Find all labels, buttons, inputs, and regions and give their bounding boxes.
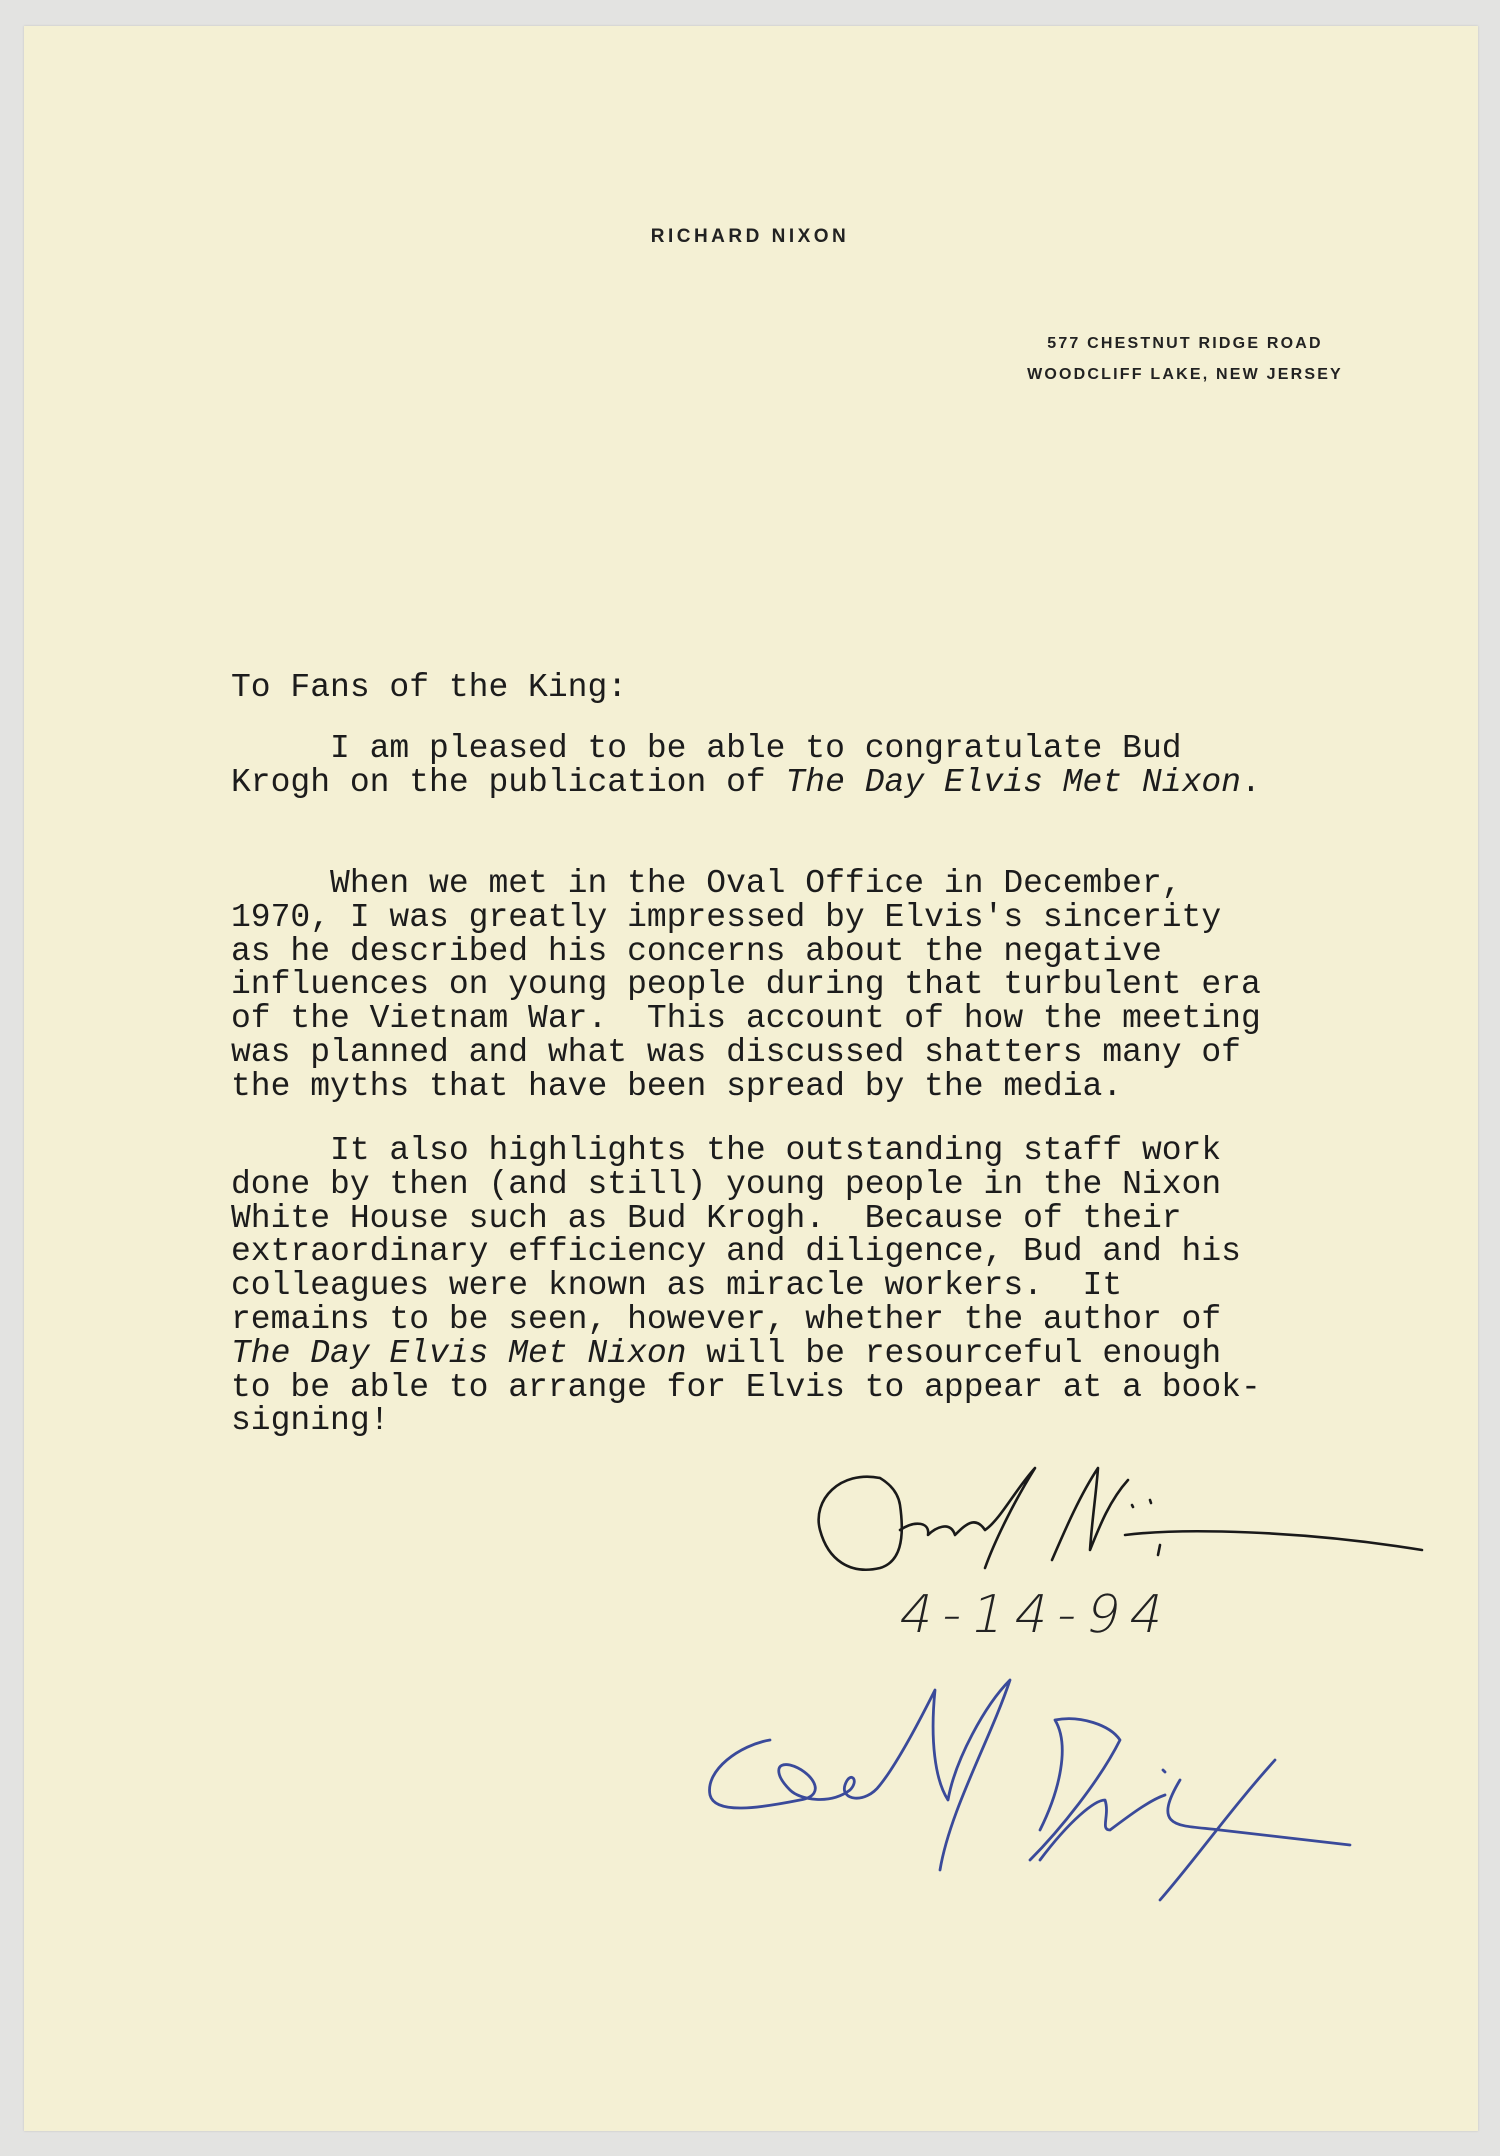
paragraph-line: influences on young people during that turbulent era xyxy=(231,966,1261,1004)
paragraph-line: done by then (and still) young people in the Nixon xyxy=(231,1165,1222,1203)
paragraph-3 xyxy=(231,1134,1261,1438)
address-line-2: WOODCLIFF LAKE, NEW JERSEY xyxy=(1027,366,1343,383)
salutation-text: To Fans of the King: xyxy=(231,669,628,706)
paragraph-line: signing! xyxy=(231,1402,390,1440)
paragraph-line: I am pleased to be able to congratulate Bud xyxy=(231,730,1182,767)
paragraph-line: to be able to arrange for Elvis to appear at a book- xyxy=(231,1368,1261,1406)
paragraph-line: of the Vietnam War. This account of how the meeting xyxy=(231,1000,1261,1038)
book-title: The Day Elvis Met Nixon xyxy=(231,1334,687,1372)
paragraph-line xyxy=(231,763,1261,801)
paragraph-line: as he described his concerns about the negative xyxy=(231,932,1162,970)
handwritten-date: 4-14-94 xyxy=(893,1585,1180,1645)
text-segment: Krogh on the publication of xyxy=(231,763,786,801)
paragraph-line: When we met in the Oval Office in December, xyxy=(231,865,1182,902)
text-segment: will be resourceful enough xyxy=(686,1334,1222,1372)
letterhead-name: RICHARD NIXON xyxy=(650,226,850,247)
paragraph-line: extraordinary efficiency and diligence, Bud and his xyxy=(231,1233,1241,1271)
paragraph-line: colleagues were known as miracle workers. It xyxy=(231,1267,1123,1305)
paragraph-line xyxy=(231,1334,1261,1372)
paragraph-line: remains to be seen, however, whether the author of xyxy=(231,1300,1222,1338)
salutation xyxy=(231,671,627,705)
book-title: The Day Elvis Met Nixon xyxy=(785,763,1241,801)
letterhead-address xyxy=(980,328,1390,390)
paragraph-line: 1970, I was greatly impressed by Elvis's sincerity xyxy=(231,898,1222,936)
paragraph-2 xyxy=(231,867,1261,1104)
paragraph-line: White House such as Bud Krogh. Because of their xyxy=(231,1199,1182,1237)
paragraph-1 xyxy=(231,732,1261,800)
address-line-1: 577 CHESTNUT RIDGE ROAD xyxy=(1047,335,1323,352)
paragraph-line: the myths that have been spread by the media. xyxy=(231,1067,1123,1105)
paragraph-line: was planned and what was discussed shatters many of xyxy=(231,1033,1241,1071)
text-segment: . xyxy=(1240,763,1261,801)
paragraph-line: It also highlights the outstanding staff work xyxy=(231,1132,1222,1169)
